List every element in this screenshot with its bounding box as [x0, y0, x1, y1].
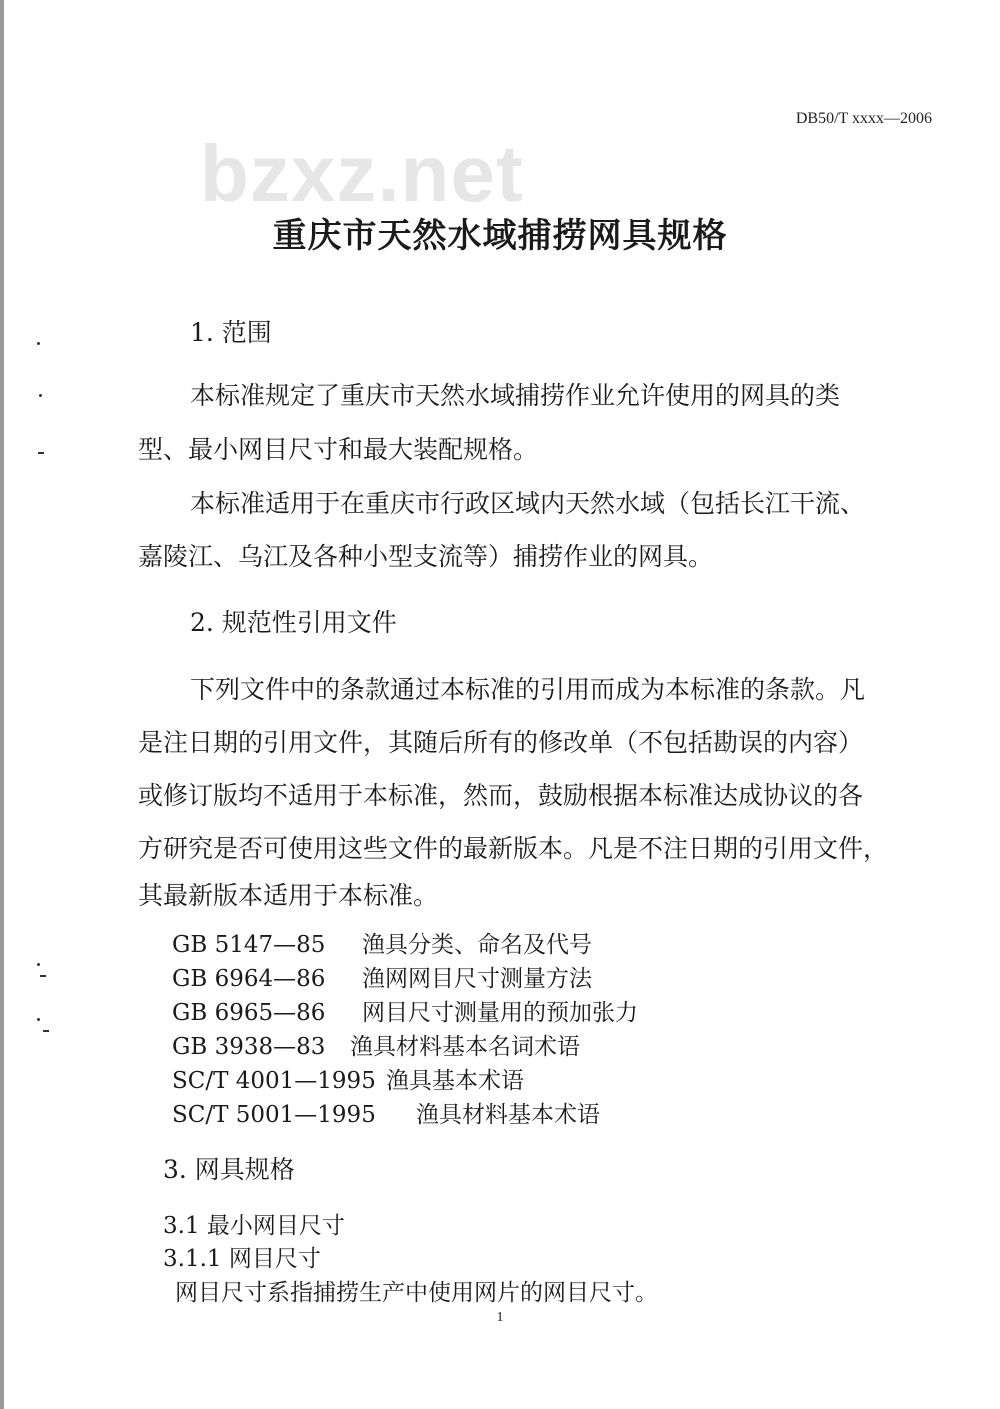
paragraph-line: 其最新版本适用于本标准。 [138, 881, 439, 910]
reference-code: GB 6964—86 [172, 966, 326, 992]
paragraph-line: 本标准适用于在重庆市行政区域内天然水域（包括长江干流、 [190, 489, 866, 518]
reference-title: 渔具材料基本名词术语 [350, 1034, 580, 1060]
section-1-heading: 1. 范围 [190, 318, 272, 347]
reference-item [172, 994, 638, 1027]
scan-speck [43, 1030, 49, 1032]
reference-item [172, 1028, 580, 1061]
reference-code: GB 3938—83 [172, 1034, 326, 1060]
scan-speck [37, 342, 40, 345]
reference-item [172, 1062, 524, 1095]
reference-item [172, 926, 592, 959]
reference-code: GB 6965—86 [172, 1000, 326, 1026]
watermark: bzxz.net [200, 129, 524, 218]
scan-speck [37, 963, 40, 966]
section-3-heading: 3. 网具规格 [163, 1155, 295, 1184]
reference-title: 渔网网目尺寸测量方法 [362, 966, 592, 992]
section-2-heading: 2. 规范性引用文件 [190, 608, 397, 637]
reference-title: 渔具分类、命名及代号 [362, 932, 592, 958]
subsection-3-1: 3.1 最小网目尺寸 [163, 1213, 345, 1239]
paragraph-line: 本标准规定了重庆市天然水域捕捞作业允许使用的网具的类 [190, 381, 841, 410]
scan-speck [40, 975, 46, 977]
reference-code: GB 5147—85 [172, 932, 326, 958]
reference-title: 网目尺寸测量用的预加张力 [362, 1000, 638, 1026]
paragraph-line: 嘉陵江、乌江及各种小型支流等）捕捞作业的网具。 [138, 542, 714, 571]
subsection-3-1-1-text: 网目尺寸系指捕捞生产中使用网片的网目尺寸。 [175, 1280, 658, 1306]
reference-item [172, 1096, 600, 1129]
paragraph-line: 方研究是否可使用这些文件的最新版本。凡是不注日期的引用文件， [138, 834, 889, 863]
reference-title: 渔具基本术语 [386, 1068, 524, 1094]
paragraph-line: 下列文件中的条款通过本标准的引用而成为本标准的条款。凡 [190, 675, 866, 704]
reference-code: SC/T 4001—1995 [172, 1068, 376, 1094]
paragraph-line: 是注日期的引用文件，其随后所有的修改单（不包括勘误的内容） [138, 728, 864, 757]
scan-speck [37, 1018, 40, 1021]
reference-title: 渔具材料基本术语 [416, 1102, 600, 1128]
standard-code: DB50/T xxxx—2006 [795, 110, 932, 127]
document-title: 重庆市天然水域捕捞网具规格 [272, 216, 728, 256]
subsection-3-1-1: 3.1.1 网目尺寸 [163, 1246, 321, 1272]
paragraph-line: 型、最小网目尺寸和最大装配规格。 [138, 435, 539, 464]
reference-code: SC/T 5001—1995 [172, 1102, 376, 1128]
page-number: 1 [496, 1310, 504, 1325]
scan-speck [38, 452, 44, 454]
reference-item [172, 960, 592, 993]
scan-speck [39, 394, 42, 397]
paragraph-line: 或修订版均不适用于本标准，然而，鼓励根据本标准达成协议的各 [138, 781, 864, 810]
